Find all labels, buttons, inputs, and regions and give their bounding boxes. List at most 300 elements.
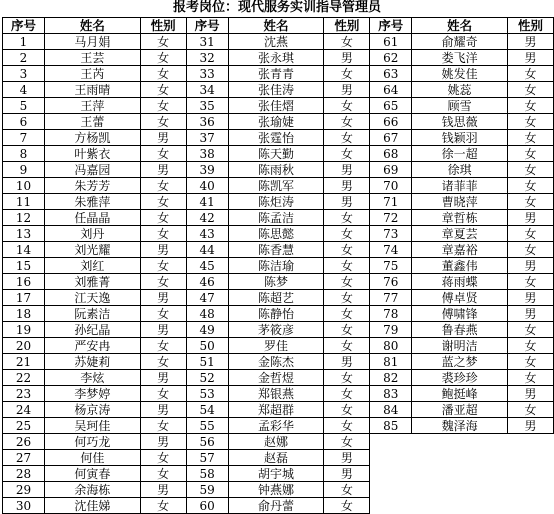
name-cell: 王芮	[44, 66, 140, 82]
serial-cell: 76	[370, 274, 412, 290]
gender-cell: 女	[324, 34, 370, 50]
gender-cell: 女	[508, 178, 554, 194]
table-row	[3, 402, 554, 418]
gender-cell: 男	[324, 194, 370, 210]
serial-cell: 36	[186, 114, 228, 130]
gender-cell: 女	[324, 402, 370, 418]
gender-cell: 女	[508, 338, 554, 354]
name-cell: 谢明洁	[412, 338, 508, 354]
gender-cell: 男	[140, 290, 186, 306]
name-cell: 陈炬涛	[228, 194, 324, 210]
gender-cell: 女	[140, 338, 186, 354]
name-cell: 江天逸	[44, 290, 140, 306]
serial-cell: 35	[186, 98, 228, 114]
serial-cell: 2	[3, 50, 45, 66]
table-row	[3, 34, 554, 50]
gender-cell: 女	[140, 258, 186, 274]
name-cell: 杨京涛	[44, 402, 140, 418]
name-cell: 章哲栋	[412, 210, 508, 226]
name-cell	[412, 450, 508, 466]
serial-cell: 71	[370, 194, 412, 210]
serial-cell: 40	[186, 178, 228, 194]
name-cell: 余海栋	[44, 482, 140, 498]
name-cell: 王萍	[44, 98, 140, 114]
table-row	[3, 146, 554, 162]
serial-cell: 56	[186, 434, 228, 450]
gender-cell: 女	[140, 194, 186, 210]
name-cell: 郑银燕	[228, 386, 324, 402]
gender-cell: 男	[508, 50, 554, 66]
name-cell: 王雨晴	[44, 82, 140, 98]
name-cell: 朱芳芳	[44, 178, 140, 194]
name-cell: 陈凯军	[228, 178, 324, 194]
gender-cell: 女	[324, 290, 370, 306]
serial-cell: 44	[186, 242, 228, 258]
name-cell: 鲍挺峰	[412, 386, 508, 402]
serial-cell: 22	[3, 370, 45, 386]
serial-cell: 49	[186, 322, 228, 338]
name-cell: 顾雪	[412, 98, 508, 114]
serial-cell: 24	[3, 402, 45, 418]
gender-cell: 男	[324, 354, 370, 370]
gender-cell: 男	[140, 242, 186, 258]
name-cell: 傅卓贤	[412, 290, 508, 306]
serial-cell: 41	[186, 194, 228, 210]
serial-cell: 37	[186, 130, 228, 146]
gender-cell: 女	[324, 386, 370, 402]
serial-cell: 1	[3, 34, 45, 50]
serial-cell	[370, 466, 412, 482]
gender-cell: 男	[140, 322, 186, 338]
name-cell: 蓝之梦	[412, 354, 508, 370]
serial-cell: 68	[370, 146, 412, 162]
serial-cell: 63	[370, 66, 412, 82]
name-cell: 孟彩华	[228, 418, 324, 434]
serial-cell: 10	[3, 178, 45, 194]
serial-cell: 27	[3, 450, 45, 466]
name-cell: 钱思薇	[412, 114, 508, 130]
name-cell: 刘丹	[44, 226, 140, 242]
name-cell: 张永琪	[228, 50, 324, 66]
name-cell: 俞丹蕾	[228, 498, 324, 514]
name-cell: 张佳熠	[228, 98, 324, 114]
name-cell: 沈佳娣	[44, 498, 140, 514]
serial-cell: 70	[370, 178, 412, 194]
table-row	[3, 194, 554, 210]
name-cell	[412, 434, 508, 450]
name-cell: 苏婕莉	[44, 354, 140, 370]
name-cell: 刘雅菁	[44, 274, 140, 290]
name-cell: 朱雅萍	[44, 194, 140, 210]
gender-cell: 女	[508, 98, 554, 114]
name-cell: 徐琪	[412, 162, 508, 178]
name-cell: 章夏芸	[412, 226, 508, 242]
name-cell: 金陈杰	[228, 354, 324, 370]
gender-cell	[508, 450, 554, 466]
serial-cell: 54	[186, 402, 228, 418]
name-cell: 孙纪晶	[44, 322, 140, 338]
name-cell: 罗佳	[228, 338, 324, 354]
serial-cell: 19	[3, 322, 45, 338]
gender-cell: 女	[324, 370, 370, 386]
gender-cell: 女	[324, 306, 370, 322]
name-cell: 冯嘉园	[44, 162, 140, 178]
name-cell: 何寅春	[44, 466, 140, 482]
serial-cell: 69	[370, 162, 412, 178]
serial-cell: 75	[370, 258, 412, 274]
gender-cell: 男	[324, 466, 370, 482]
gender-cell: 女	[140, 226, 186, 242]
serial-cell: 72	[370, 210, 412, 226]
gender-cell: 女	[324, 98, 370, 114]
gender-cell: 女	[508, 114, 554, 130]
serial-cell: 4	[3, 82, 45, 98]
name-cell: 陈超艺	[228, 290, 324, 306]
serial-cell: 50	[186, 338, 228, 354]
gender-cell: 女	[508, 130, 554, 146]
gender-cell: 男	[508, 290, 554, 306]
serial-cell: 67	[370, 130, 412, 146]
serial-cell: 5	[3, 98, 45, 114]
serial-cell: 45	[186, 258, 228, 274]
gender-cell: 女	[140, 114, 186, 130]
serial-cell: 51	[186, 354, 228, 370]
serial-cell: 26	[3, 434, 45, 450]
gender-cell: 女	[324, 130, 370, 146]
gender-cell: 女	[324, 482, 370, 498]
serial-cell: 79	[370, 322, 412, 338]
name-cell: 钱颖羽	[412, 130, 508, 146]
name-cell: 曹晓萍	[412, 194, 508, 210]
gender-cell: 女	[508, 322, 554, 338]
table-row	[3, 178, 554, 194]
name-cell: 茅筱彦	[228, 322, 324, 338]
serial-cell: 17	[3, 290, 45, 306]
gender-cell: 男	[508, 34, 554, 50]
name-cell: 方杨凯	[44, 130, 140, 146]
serial-cell	[370, 434, 412, 450]
gender-cell: 男	[508, 386, 554, 402]
name-cell: 裘珍珍	[412, 370, 508, 386]
gender-cell: 女	[508, 370, 554, 386]
gender-cell: 男	[508, 418, 554, 434]
name-cell: 张瑜婕	[228, 114, 324, 130]
gender-cell: 女	[140, 418, 186, 434]
gender-cell	[508, 466, 554, 482]
name-cell: 魏泽海	[412, 418, 508, 434]
serial-cell: 11	[3, 194, 45, 210]
gender-cell: 男	[140, 370, 186, 386]
name-cell: 陈雨秋	[228, 162, 324, 178]
name-cell: 郑超群	[228, 402, 324, 418]
table-row	[3, 242, 554, 258]
serial-cell: 28	[3, 466, 45, 482]
name-cell	[412, 482, 508, 498]
serial-cell: 31	[186, 34, 228, 50]
gender-cell: 男	[324, 82, 370, 98]
serial-cell	[370, 450, 412, 466]
gender-cell: 女	[140, 306, 186, 322]
name-cell: 严安冉	[44, 338, 140, 354]
name-cell: 赵娜	[228, 434, 324, 450]
name-cell: 陈洁瑜	[228, 258, 324, 274]
table-row	[3, 290, 554, 306]
name-cell	[412, 466, 508, 482]
serial-cell: 66	[370, 114, 412, 130]
gender-cell: 男	[140, 482, 186, 498]
gender-cell: 女	[508, 82, 554, 98]
header-gender: 性别	[508, 18, 554, 34]
name-cell: 沈燕	[228, 34, 324, 50]
serial-cell: 30	[3, 498, 45, 514]
serial-cell: 34	[186, 82, 228, 98]
header-name: 姓名	[412, 18, 508, 34]
name-cell: 姚发佳	[412, 66, 508, 82]
table-header-row	[3, 18, 554, 34]
serial-cell: 85	[370, 418, 412, 434]
table-row	[3, 98, 554, 114]
name-cell: 刘光耀	[44, 242, 140, 258]
header-serial: 序号	[186, 18, 228, 34]
table-row	[3, 386, 554, 402]
name-cell: 董鑫伟	[412, 258, 508, 274]
serial-cell: 46	[186, 274, 228, 290]
name-cell: 张青青	[228, 66, 324, 82]
name-cell: 陈思懿	[228, 226, 324, 242]
name-cell: 诸菲菲	[412, 178, 508, 194]
serial-cell: 64	[370, 82, 412, 98]
gender-cell: 男	[140, 162, 186, 178]
gender-cell: 女	[140, 178, 186, 194]
gender-cell: 女	[324, 274, 370, 290]
table-row	[3, 82, 554, 98]
name-cell: 章嘉裕	[412, 242, 508, 258]
gender-cell: 男	[324, 450, 370, 466]
gender-cell: 女	[324, 434, 370, 450]
name-cell: 陈孟洁	[228, 210, 324, 226]
serial-cell: 84	[370, 402, 412, 418]
gender-cell: 女	[508, 146, 554, 162]
serial-cell: 80	[370, 338, 412, 354]
gender-cell: 女	[140, 146, 186, 162]
name-cell	[412, 498, 508, 514]
page-title: 报考岗位：现代服务实训指导管理员	[172, 0, 381, 15]
name-cell: 陈香慧	[228, 242, 324, 258]
name-cell: 何巧龙	[44, 434, 140, 450]
gender-cell: 女	[140, 66, 186, 82]
name-cell: 陈天勤	[228, 146, 324, 162]
table-row	[3, 482, 554, 498]
name-cell: 吴珂佳	[44, 418, 140, 434]
gender-cell: 女	[508, 402, 554, 418]
name-cell: 何佳	[44, 450, 140, 466]
name-cell: 叶紫衣	[44, 146, 140, 162]
serial-cell: 62	[370, 50, 412, 66]
gender-cell: 女	[324, 242, 370, 258]
serial-cell: 43	[186, 226, 228, 242]
header-serial: 序号	[370, 18, 412, 34]
table-row	[3, 306, 554, 322]
name-cell: 蒋雨蝶	[412, 274, 508, 290]
header-name: 姓名	[44, 18, 140, 34]
table-row	[3, 50, 554, 66]
gender-cell: 女	[324, 258, 370, 274]
table-row	[3, 418, 554, 434]
serial-cell: 18	[3, 306, 45, 322]
name-cell: 李炫	[44, 370, 140, 386]
gender-cell: 女	[140, 386, 186, 402]
candidate-table	[2, 17, 554, 514]
serial-cell: 13	[3, 226, 45, 242]
gender-cell: 女	[324, 66, 370, 82]
name-cell: 赵磊	[228, 450, 324, 466]
gender-cell: 女	[508, 274, 554, 290]
gender-cell: 女	[324, 210, 370, 226]
serial-cell: 61	[370, 34, 412, 50]
serial-cell	[370, 498, 412, 514]
gender-cell	[508, 498, 554, 514]
gender-cell: 女	[508, 226, 554, 242]
serial-cell: 32	[186, 50, 228, 66]
gender-cell: 男	[324, 178, 370, 194]
name-cell: 王芸	[44, 50, 140, 66]
serial-cell: 82	[370, 370, 412, 386]
gender-cell: 男	[140, 130, 186, 146]
serial-cell: 25	[3, 418, 45, 434]
serial-cell: 52	[186, 370, 228, 386]
table-row	[3, 434, 554, 450]
name-cell: 傅啸锋	[412, 306, 508, 322]
serial-cell: 74	[370, 242, 412, 258]
gender-cell: 女	[508, 242, 554, 258]
serial-cell: 60	[186, 498, 228, 514]
header-serial: 序号	[3, 18, 45, 34]
table-row	[3, 354, 554, 370]
gender-cell	[508, 434, 554, 450]
name-cell: 潘亚超	[412, 402, 508, 418]
serial-cell: 58	[186, 466, 228, 482]
name-cell: 娄飞洋	[412, 50, 508, 66]
gender-cell: 男	[140, 402, 186, 418]
serial-cell: 42	[186, 210, 228, 226]
name-cell: 钟燕娜	[228, 482, 324, 498]
gender-cell: 男	[324, 162, 370, 178]
serial-cell: 14	[3, 242, 45, 258]
table-row	[3, 114, 554, 130]
serial-cell: 48	[186, 306, 228, 322]
serial-cell	[370, 482, 412, 498]
gender-cell: 女	[140, 466, 186, 482]
serial-cell: 8	[3, 146, 45, 162]
serial-cell: 73	[370, 226, 412, 242]
table-row	[3, 370, 554, 386]
serial-cell: 81	[370, 354, 412, 370]
table-row	[3, 338, 554, 354]
gender-cell: 女	[508, 162, 554, 178]
table-row	[3, 274, 554, 290]
gender-cell: 女	[508, 194, 554, 210]
table-row	[3, 498, 554, 514]
serial-cell: 29	[3, 482, 45, 498]
serial-cell: 39	[186, 162, 228, 178]
gender-cell: 女	[140, 82, 186, 98]
name-cell: 鲁春燕	[412, 322, 508, 338]
name-cell: 陈静怡	[228, 306, 324, 322]
gender-cell: 女	[324, 146, 370, 162]
serial-cell: 78	[370, 306, 412, 322]
name-cell: 阮素洁	[44, 306, 140, 322]
name-cell: 陈梦	[228, 274, 324, 290]
table-row	[3, 210, 554, 226]
gender-cell: 女	[508, 354, 554, 370]
table-row	[3, 226, 554, 242]
serial-cell: 33	[186, 66, 228, 82]
serial-cell: 59	[186, 482, 228, 498]
gender-cell: 女	[324, 226, 370, 242]
gender-cell: 男	[508, 258, 554, 274]
gender-cell: 女	[508, 66, 554, 82]
gender-cell: 女	[324, 498, 370, 514]
name-cell: 金哲煜	[228, 370, 324, 386]
header-gender: 性别	[140, 18, 186, 34]
gender-cell: 男	[508, 210, 554, 226]
serial-cell: 21	[3, 354, 45, 370]
serial-cell: 3	[3, 66, 45, 82]
name-cell: 徐一超	[412, 146, 508, 162]
serial-cell: 57	[186, 450, 228, 466]
gender-cell: 女	[140, 450, 186, 466]
table-row	[3, 322, 554, 338]
serial-cell: 9	[3, 162, 45, 178]
gender-cell: 女	[140, 50, 186, 66]
gender-cell: 女	[324, 418, 370, 434]
serial-cell: 16	[3, 274, 45, 290]
gender-cell: 男	[508, 306, 554, 322]
serial-cell: 83	[370, 386, 412, 402]
serial-cell: 53	[186, 386, 228, 402]
gender-cell: 女	[140, 274, 186, 290]
table-row	[3, 66, 554, 82]
serial-cell: 77	[370, 290, 412, 306]
serial-cell: 38	[186, 146, 228, 162]
table-row	[3, 450, 554, 466]
gender-cell: 女	[140, 34, 186, 50]
serial-cell: 55	[186, 418, 228, 434]
name-cell: 马月娟	[44, 34, 140, 50]
serial-cell: 65	[370, 98, 412, 114]
gender-cell: 女	[324, 322, 370, 338]
table-row	[3, 162, 554, 178]
name-cell: 李梦婷	[44, 386, 140, 402]
name-cell: 俞耀奇	[412, 34, 508, 50]
gender-cell: 女	[140, 498, 186, 514]
serial-cell: 7	[3, 130, 45, 146]
name-cell: 任晶晶	[44, 210, 140, 226]
name-cell: 胡宇城	[228, 466, 324, 482]
name-cell: 张佳涛	[228, 82, 324, 98]
gender-cell: 女	[324, 114, 370, 130]
table-row	[3, 466, 554, 482]
name-cell: 王蕾	[44, 114, 140, 130]
gender-cell: 女	[140, 210, 186, 226]
name-cell: 张霆怡	[228, 130, 324, 146]
gender-cell: 男	[324, 50, 370, 66]
serial-cell: 6	[3, 114, 45, 130]
table-row	[3, 130, 554, 146]
name-cell: 刘红	[44, 258, 140, 274]
gender-cell	[508, 482, 554, 498]
serial-cell: 47	[186, 290, 228, 306]
